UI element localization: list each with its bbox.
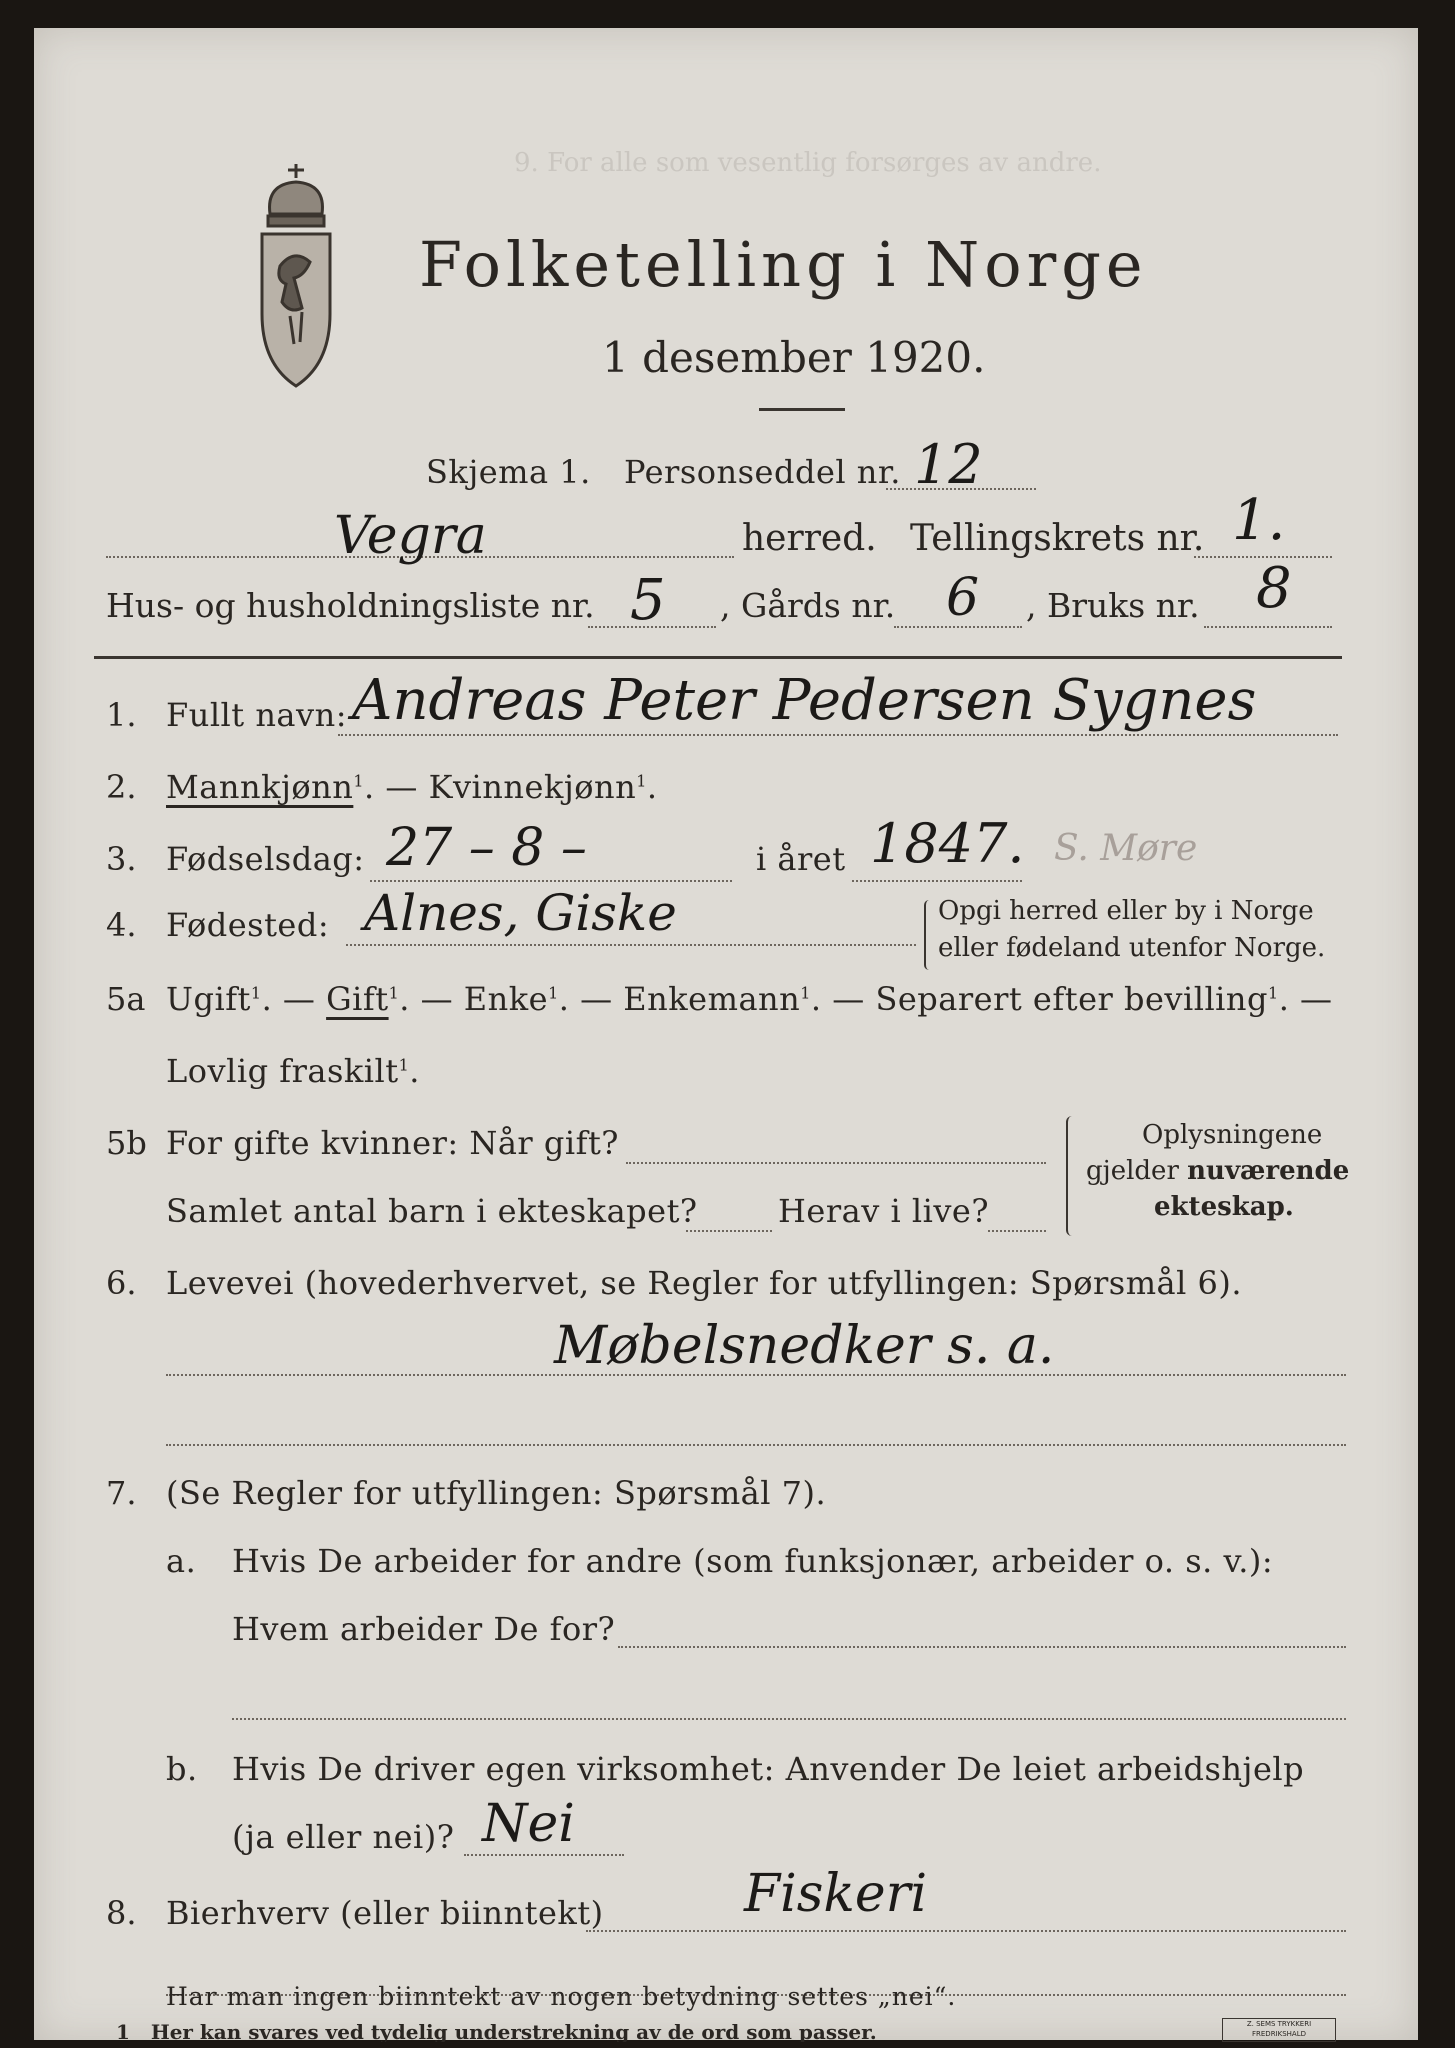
marital-status-options bbox=[166, 980, 1333, 1018]
q4-number: 4. bbox=[106, 906, 137, 944]
separator: . — bbox=[399, 980, 464, 1018]
q7b-text: Hvis De driver egen virksomhet: Anvender De leiet arbeidshjelp bbox=[232, 1750, 1305, 1788]
footnote-mark: 1 bbox=[636, 771, 647, 791]
birthplace-value: Alnes, Giske bbox=[364, 884, 677, 942]
form-title: Folketelling i Norge bbox=[419, 228, 1148, 301]
birthplace-field-line bbox=[346, 944, 916, 946]
note-brace bbox=[1066, 1116, 1078, 1236]
q5b-line2a: Samlet antal barn i ekteskapet? bbox=[166, 1192, 698, 1230]
option-female: Kvinnekjønn bbox=[428, 768, 637, 806]
q1-number: 1. bbox=[106, 696, 137, 734]
q2-number: 2. bbox=[106, 768, 137, 806]
q6-label: Levevei (hovederhvervet, se Regler for utfyllingen: Spørsmål 6). bbox=[166, 1264, 1243, 1302]
footnote-mark: 1 bbox=[353, 771, 365, 791]
q8-number: 8. bbox=[106, 1894, 137, 1932]
footnote-number: 1 bbox=[116, 2020, 130, 2042]
title-divider bbox=[759, 408, 845, 411]
note-bold-text: nuværende bbox=[1187, 1156, 1350, 1186]
q3-number: 3. bbox=[106, 840, 137, 878]
employer-field-line bbox=[618, 1646, 1346, 1648]
note-text: gjelder bbox=[1086, 1156, 1188, 1186]
footnote-mark: 1 bbox=[548, 983, 559, 1003]
coat-of-arms-icon bbox=[246, 156, 346, 396]
separator: . — bbox=[810, 980, 876, 1018]
option-male: Mannkjønn bbox=[166, 768, 354, 806]
q7-number: 7. bbox=[106, 1474, 137, 1512]
employer-field-line-2 bbox=[232, 1718, 1346, 1720]
herred-value: Vegra bbox=[334, 506, 487, 566]
personseddel-label: Personseddel nr. bbox=[624, 453, 901, 491]
footnote-mark: 1 bbox=[1268, 983, 1279, 1003]
q5a-number: 5a bbox=[106, 980, 146, 1018]
separator: . — bbox=[261, 980, 327, 1018]
birthday-field-line bbox=[370, 880, 732, 882]
tellingskrets-label: Tellingskrets nr. bbox=[910, 518, 1205, 559]
census-form-page bbox=[34, 28, 1418, 2040]
alive-field-line bbox=[988, 1230, 1046, 1232]
header-divider bbox=[94, 656, 1342, 659]
occupation-field-line-2 bbox=[166, 1444, 1346, 1446]
bruks-field-line bbox=[1204, 626, 1332, 628]
footnote bbox=[116, 2020, 877, 2042]
q8-label: Bierhverv (eller biinntekt) bbox=[166, 1894, 604, 1932]
husholdningsliste-label: Hus- og husholdningsliste nr. bbox=[106, 586, 595, 625]
skjema-label: Skjema 1. bbox=[426, 453, 591, 491]
q5b-number: 5b bbox=[106, 1124, 147, 1162]
option-enkemann: Enkemann bbox=[623, 980, 801, 1018]
q7a-text: Hvis De arbeider for andre (som funksjonær, arbeider o. s. v.): bbox=[232, 1542, 1274, 1580]
q1-label: Fullt navn: bbox=[166, 696, 347, 734]
q2-options bbox=[166, 768, 658, 806]
q6-number: 6. bbox=[106, 1264, 137, 1302]
q5b-note-line1: Oplysningene bbox=[1142, 1120, 1323, 1150]
birthday-value: 27 – 8 – bbox=[386, 818, 587, 878]
hired-help-field-line bbox=[464, 1854, 624, 1856]
option-ugift: Ugift bbox=[166, 980, 251, 1018]
printer-mark: Z. SEMS TRYKKERI FREDRIKSHALD bbox=[1222, 2018, 1336, 2042]
separator: . — bbox=[558, 980, 624, 1018]
children-field-line bbox=[686, 1230, 772, 1232]
bruks-label: , Bruks nr. bbox=[1026, 586, 1200, 625]
option-separert: Separert efter bevilling bbox=[875, 980, 1268, 1018]
option-enke: Enke bbox=[463, 980, 549, 1018]
personseddel-value: 12 bbox=[914, 433, 983, 496]
gards-label: , Gårds nr. bbox=[720, 586, 896, 625]
bleed-through-text: 9. For alle som vesentlig forsørges av andre. bbox=[514, 148, 1102, 178]
occupation-value: Møbelsnedker s. a. bbox=[554, 1316, 1055, 1376]
region-annotation: S. Møre bbox=[1054, 828, 1198, 869]
q5b-line2b: Herav i live? bbox=[778, 1192, 990, 1230]
separator: . — bbox=[364, 768, 429, 806]
gards-value: 6 bbox=[946, 568, 980, 628]
q4-label: Fødested: bbox=[166, 906, 330, 944]
secondary-income-field-line bbox=[586, 1930, 1346, 1932]
option-fraskilt-line: Lovlig fraskilt$^1$. bbox=[166, 1052, 420, 1090]
q5b-note-line3: ekteskap. bbox=[1154, 1192, 1294, 1222]
q7a-letter: a. bbox=[166, 1542, 197, 1580]
hired-help-value: Nei bbox=[482, 1794, 575, 1854]
q5b-line1: For gifte kvinner: Når gift? bbox=[166, 1124, 619, 1162]
footnote-mark: 1 bbox=[388, 983, 400, 1003]
separator: . — bbox=[1278, 980, 1333, 1018]
bruks-value: 8 bbox=[1256, 556, 1292, 621]
note-brace bbox=[924, 900, 934, 970]
birth-year-value: 1847. bbox=[870, 812, 1025, 875]
option-fraskilt: Lovlig fraskilt bbox=[166, 1052, 399, 1090]
footnote-mark: 1 bbox=[398, 1055, 410, 1075]
census-date: 1 desember 1920. bbox=[602, 333, 986, 382]
q3-label: Fødselsdag: bbox=[166, 840, 365, 878]
option-gift: Gift bbox=[326, 980, 389, 1018]
q7-label: (Se Regler for utfyllingen: Spørsmål 7). bbox=[166, 1474, 827, 1512]
husholdningsliste-value: 5 bbox=[630, 568, 666, 633]
herred-label: herred. bbox=[742, 518, 877, 559]
separator: . bbox=[646, 768, 658, 806]
birth-year-label: i året bbox=[756, 840, 846, 878]
footnote-mark: 1 bbox=[800, 983, 811, 1003]
q5b-note-line2 bbox=[1086, 1156, 1349, 1186]
secondary-income-value: Fiskeri bbox=[744, 1864, 928, 1924]
q7a-question: Hvem arbeider De for? bbox=[232, 1610, 616, 1648]
q7b-question: (ja eller nei)? bbox=[232, 1818, 455, 1856]
birth-year-field-line bbox=[852, 880, 1022, 882]
q1-field-line bbox=[338, 734, 1338, 736]
q7b-letter: b. bbox=[166, 1750, 198, 1788]
birthplace-note-line2: eller fødeland utenfor Norge. bbox=[938, 933, 1326, 963]
footer-note: Har man ingen biinntekt av nogen betydning settes „nei“. bbox=[166, 1982, 957, 2011]
marriage-date-field-line bbox=[626, 1162, 1046, 1164]
tellingskrets-value: 1. bbox=[1232, 488, 1286, 553]
full-name-value: Andreas Peter Pedersen Sygnes bbox=[352, 668, 1257, 733]
birthplace-note-line1: Opgi herred eller by i Norge bbox=[938, 896, 1314, 926]
footnote-mark: 1 bbox=[250, 983, 262, 1003]
footnote-text: Her kan svares ved tydelig understrekning av de ord som passer. bbox=[150, 2020, 877, 2042]
